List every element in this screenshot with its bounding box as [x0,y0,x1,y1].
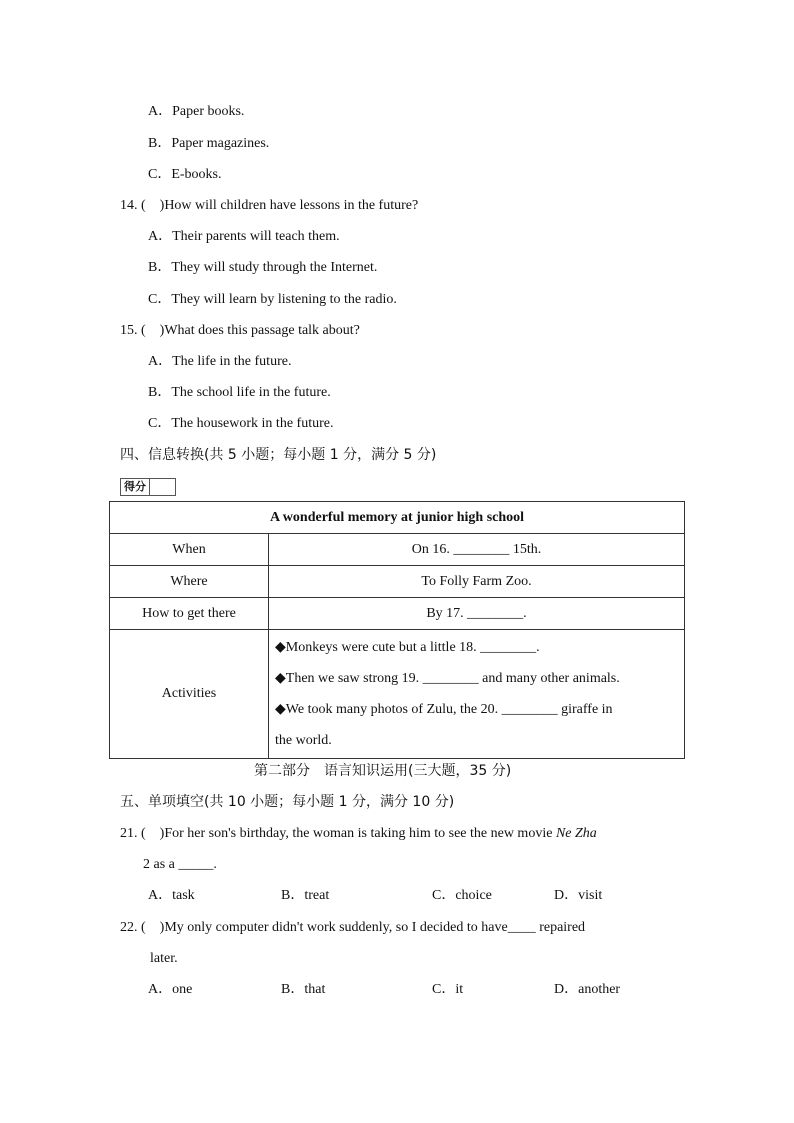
q22-stem-cont: later. [150,951,178,966]
score-label: 得分 [121,479,150,495]
q15-option-c: C．The housework in the future. [148,416,334,431]
row-label-how: How to get there [110,598,269,630]
q15-stem: 15. ( )What does this passage talk about? [120,323,360,338]
q21-stem-cont: 2 as a _____. [143,857,217,872]
activity-line: ◆Then we saw strong 19. ________ and many other animals. [275,671,620,686]
section5-title: 五、单项填空(共 10 小题；每小题 1 分，满分 10 分) [120,794,455,810]
q14-stem: 14. ( )How will children have lessons in the future? [120,198,419,213]
activity-line: ◆Monkeys were cute but a little 18. ________. [275,640,540,655]
q14-option-c: C．They will learn by listening to the radio. [148,292,397,307]
q13-option-c: C．E-books. [148,167,222,182]
row-label-activities: Activities [110,630,269,759]
score-box [120,478,176,496]
table-row [110,630,685,759]
q14-option-b: B．They will study through the Internet. [148,260,378,275]
q21-option-d: D．visit [554,888,603,903]
row-label-where: Where [110,566,269,598]
row-value-where: To Folly Farm Zoo. [269,566,685,598]
row-value-how: By 17. ________. [269,598,685,630]
q22-option-d: D．another [554,982,621,997]
q21-option-a: A．task [148,888,195,903]
row-label-when: When [110,534,269,566]
q15-option-a: A．The life in the future. [148,354,292,369]
q22-option-b: B．that [281,982,326,997]
table-row [110,534,685,566]
activity-line: ◆We took many photos of Zulu, the 20. ________ giraffe in [275,702,613,717]
info-table [109,501,685,759]
table-row [110,566,685,598]
activities-cell [269,630,685,759]
q14-option-a: A．Their parents will teach them. [148,229,340,244]
q13-option-a: A．Paper books. [148,104,245,119]
q22-option-c: C．it [432,982,464,997]
q15-option-b: B．The school life in the future. [148,385,331,400]
q21-option-c: C．choice [432,888,492,903]
q22-option-a: A．one [148,982,193,997]
q22-stem: 22. ( )My only computer didn't work suddenly, so I decided to have____ repaired [120,920,586,935]
section4-title: 四、信息转换(共 5 小题；每小题 1 分，满分 5 分) [120,447,437,463]
q21-movie-title: Ne Zha [555,826,597,841]
part2-title: 第二部分 语言知识运用(三大题，35 分) [254,763,512,779]
row-value-when: On 16. ________ 15th. [269,534,685,566]
activity-line: the world. [275,733,332,748]
q21-stem [120,825,597,843]
q13-option-b: B．Paper magazines. [148,136,270,151]
table-header: A wonderful memory at junior high school [110,502,685,534]
q21-option-b: B．treat [281,888,330,903]
table-row [110,598,685,630]
q21-stem-text: 21. ( )For her son's birthday, the woman is taking him to see the new movie [120,826,556,841]
